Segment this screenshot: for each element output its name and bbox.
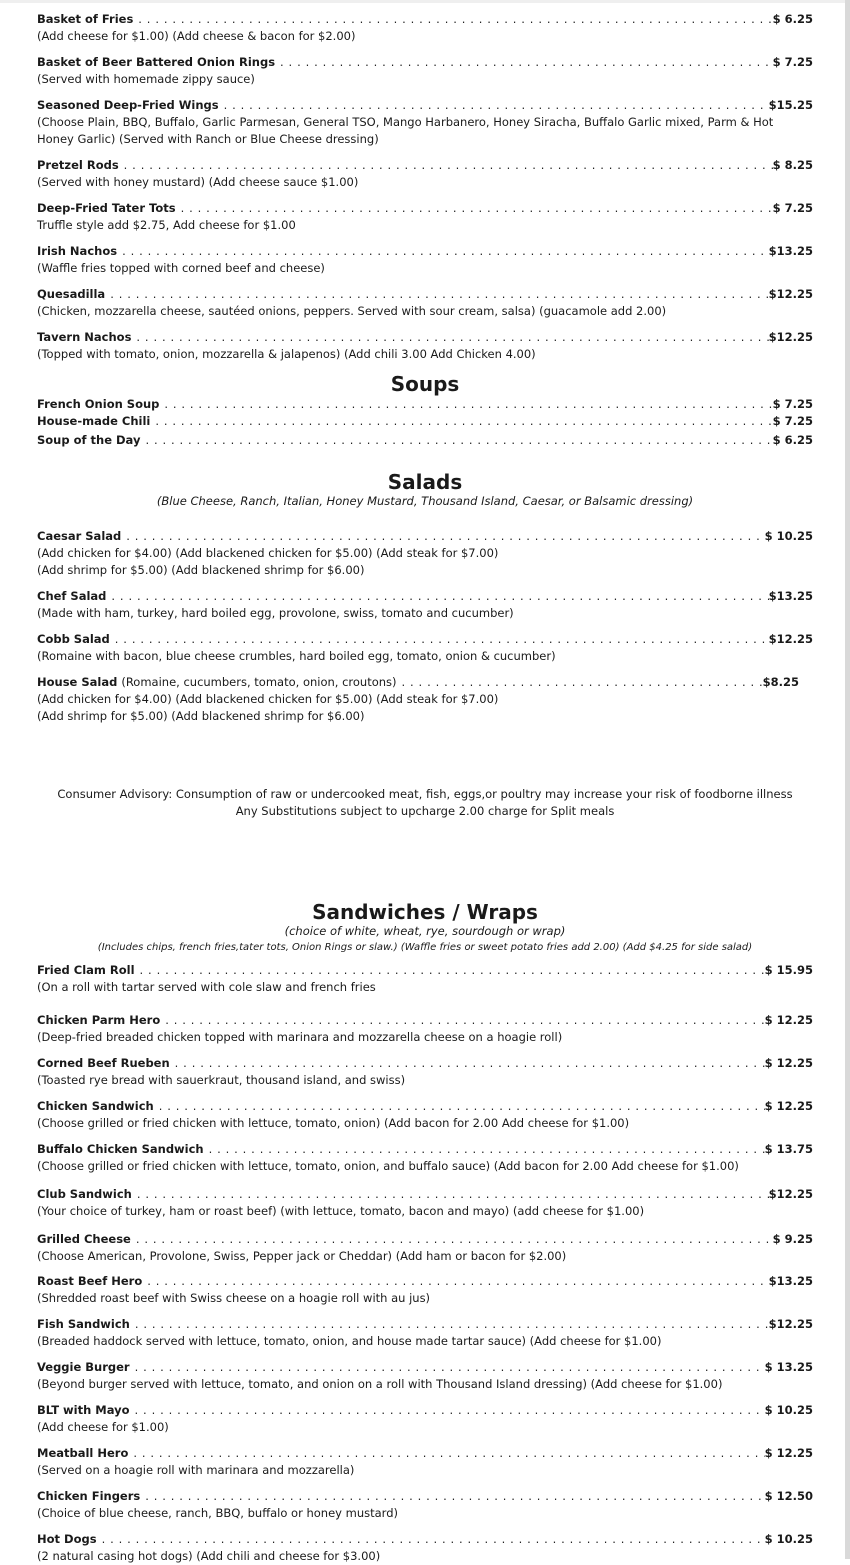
dot-leader (176, 200, 773, 217)
item-name: Hot Dogs (37, 1532, 97, 1546)
section-subtitle: (choice of white, wheat, rye, sourdough or wrap) (284, 924, 566, 938)
advisory-line: Consumer Advisory: Consumption of raw or undercooked meat, fish, eggs,or poultry may increase your risk of foodborne illness (57, 787, 793, 801)
item-description: (On a roll with tartar served with cole slaw and french fries (37, 980, 376, 994)
menu-item (37, 11, 813, 45)
menu-item (37, 1231, 813, 1265)
dot-leader (130, 1359, 765, 1376)
menu-item (37, 1186, 813, 1220)
item-name: House-made Chili (37, 414, 151, 428)
dot-leader (159, 396, 772, 413)
item-name: Meatball Hero (37, 1446, 129, 1460)
dot-leader (132, 1186, 769, 1203)
item-inline-description: (Romaine, cucumbers, tomato, onion, croutons) (121, 675, 397, 689)
menu-item (37, 674, 799, 724)
item-price: $8.25 (762, 675, 799, 689)
menu-item (37, 329, 813, 363)
item-name: Fried Clam Roll (37, 963, 135, 977)
item-name: Grilled Cheese (37, 1232, 131, 1246)
item-price: $ 8.25 (772, 158, 813, 172)
menu-item (37, 631, 813, 665)
menu-item (37, 1402, 813, 1436)
consumer-advisory (0, 786, 850, 819)
menu-item (37, 528, 813, 578)
item-price: $ 12.25 (764, 1013, 813, 1027)
menu-item (37, 286, 813, 320)
dot-leader (275, 54, 773, 71)
item-description: (Waffle fries topped with corned beef and cheese) (37, 261, 325, 275)
item-description: (Add chicken for $4.00) (Add blackened chicken for $5.00) (Add steak for $7.00) (37, 692, 499, 706)
menu-item (37, 1098, 813, 1132)
item-price: $ 12.25 (764, 1056, 813, 1070)
item-price: $12.25 (768, 632, 813, 646)
item-description: (Add shrimp for $5.00) (Add blackened shrimp for $6.00) (37, 708, 365, 723)
item-description: (Add chicken for $4.00) (Add blackened chicken for $5.00) (Add steak for $7.00) (37, 546, 499, 560)
dot-leader (106, 588, 768, 605)
item-name: Chef Salad (37, 589, 107, 603)
dot-leader (121, 528, 764, 545)
item-name: Chicken Parm Hero (37, 1013, 161, 1027)
section-title-salads: Salads (387, 470, 463, 494)
item-description: (Toasted rye bread with sauerkraut, thousand island, and swiss) (37, 1073, 406, 1087)
dot-leader (133, 11, 772, 28)
dot-leader (397, 674, 763, 691)
item-description: (Topped with tomato, onion, mozzarella & jalapenos) (Add chili 3.00 Add Chicken 4.00) (37, 347, 536, 361)
item-price: $13.25 (768, 1274, 813, 1288)
dot-leader (119, 157, 773, 174)
item-description: (Choose grilled or fried chicken with lettuce, tomato, onion) (Add bacon for 2.00 Add cheese for $1.00) (37, 1116, 630, 1130)
item-name: Basket of Beer Battered Onion Rings (37, 55, 276, 69)
dot-leader (154, 1098, 765, 1115)
dot-leader (117, 243, 769, 260)
dot-leader (105, 286, 768, 303)
item-description: (Your choice of turkey, ham or roast beef) (with lettuce, tomato, bacon and mayo) (add cheese for $1.00) (37, 1204, 645, 1218)
item-price: $ 7.25 (772, 201, 813, 215)
item-price: $ 9.25 (772, 1232, 813, 1246)
dot-leader (142, 1273, 768, 1290)
dot-leader (131, 1231, 773, 1248)
dot-leader (130, 1402, 765, 1419)
menu-item (37, 1531, 813, 1565)
item-description: (Served with honey mustard) (Add cheese sauce $1.00) (37, 175, 359, 189)
dot-leader (204, 1141, 765, 1158)
item-price: $ 10.25 (764, 529, 813, 543)
section-subtitle-note: (Includes chips, french fries,tater tots, Onion Rings or slaw.) (Waffle fries or sweet potato fries add 2.00) (Add $4.25 for side salad) (97, 942, 753, 953)
item-name: Buffalo Chicken Sandwich (37, 1142, 204, 1156)
item-price: $15.25 (768, 98, 813, 112)
item-name: Irish Nachos (37, 244, 118, 258)
item-price: $ 15.95 (764, 963, 813, 977)
dot-leader (110, 631, 769, 648)
top-divider (0, 0, 850, 3)
item-name: Tavern Nachos (37, 330, 132, 344)
item-price: $ 13.75 (764, 1142, 813, 1156)
item-description: (Served on a hoagie roll with marinara and mozzarella) (37, 1463, 355, 1477)
item-description: (Add shrimp for $5.00) (Add blackened shrimp for $6.00) (37, 562, 365, 577)
item-price: $12.25 (768, 330, 813, 344)
dot-leader (128, 1445, 764, 1462)
section-title-sandwiches: Sandwiches / Wraps (312, 900, 538, 924)
item-price: $ 6.25 (772, 12, 813, 26)
item-name: Pretzel Rods (37, 158, 119, 172)
item-price: $ 12.50 (764, 1489, 813, 1503)
menu-item (37, 1141, 813, 1175)
dot-leader (135, 962, 765, 979)
item-name: Soup of the Day (37, 433, 141, 447)
menu-item (37, 588, 813, 622)
item-price: $ 7.25 (772, 397, 813, 411)
item-name: Chicken Sandwich (37, 1099, 154, 1113)
right-border (845, 0, 850, 1559)
dot-leader (219, 97, 769, 114)
item-description: (Choose Plain, BBQ, Buffalo, Garlic Parmesan, General TSO, Mango Harbanero, Honey Siracha, Buffalo Garlic mixed, Parm & Hot Honey Garlic) (Served with Ranch or Blue Cheese dressing) (37, 115, 774, 146)
item-price: $12.25 (768, 287, 813, 301)
item-description: (Add cheese for $1.00) (Add cheese & bacon for $2.00) (37, 29, 356, 43)
menu-item (37, 413, 813, 430)
menu-item (37, 432, 813, 449)
section-title-soups: Soups (390, 372, 460, 396)
item-name: Basket of Fries (37, 12, 134, 26)
dot-leader (140, 1488, 764, 1505)
item-name: Veggie Burger (37, 1360, 130, 1374)
dot-leader (131, 329, 768, 346)
item-description: (Served with homemade zippy sauce) (37, 72, 255, 86)
item-price: $12.25 (768, 1317, 813, 1331)
item-name: House Salad (37, 675, 118, 689)
menu-item (37, 1359, 813, 1393)
item-description: Truffle style add $2.75, Add cheese for $1.00 (37, 218, 296, 232)
item-name: BLT with Mayo (37, 1403, 130, 1417)
menu-item (37, 396, 813, 413)
dot-leader (130, 1316, 769, 1333)
item-description: (Choose grilled or fried chicken with lettuce, tomato, onion, and buffalo sauce) (Add bacon for 2.00 Add cheese for $1.00) (37, 1159, 739, 1173)
dot-leader (150, 413, 772, 430)
item-price: $ 10.25 (764, 1403, 813, 1417)
menu-item (37, 962, 813, 996)
item-description: (Breaded haddock served with lettuce, tomato, onion, and house made tartar sauce) (Add cheese for $1.00) (37, 1334, 662, 1348)
item-price: $ 6.25 (772, 433, 813, 447)
item-price: $ 10.25 (764, 1532, 813, 1546)
dot-leader (97, 1531, 765, 1548)
menu-item (37, 243, 813, 277)
item-price: $ 12.25 (764, 1099, 813, 1113)
item-name: Deep-Fried Tater Tots (37, 201, 176, 215)
item-price: $ 7.25 (772, 55, 813, 69)
item-price: $13.25 (768, 589, 813, 603)
item-description: (Add cheese for $1.00) (37, 1420, 169, 1434)
item-name: Caesar Salad (37, 529, 122, 543)
item-description: (2 natural casing hot dogs) (Add chili and cheese for $3.00) (37, 1549, 381, 1563)
menu-item (37, 157, 813, 191)
item-description: (Shredded roast beef with Swiss cheese on a hoagie roll with au jus) (37, 1291, 431, 1305)
item-description: (Beyond burger served with lettuce, tomato, and onion on a roll with Thousand Island dressing) (Add cheese for $1.00) (37, 1377, 723, 1391)
menu-item (37, 1316, 813, 1350)
item-name: Roast Beef Hero (37, 1274, 143, 1288)
item-name: Club Sandwich (37, 1187, 132, 1201)
menu-item (37, 54, 813, 88)
item-description: (Deep-fried breaded chicken topped with marinara and mozzarella cheese on a hoagie roll) (37, 1030, 563, 1044)
item-name: Fish Sandwich (37, 1317, 130, 1331)
item-description: (Chicken, mozzarella cheese, sautéed onions, peppers. Served with sour cream, salsa) (guacamole add 2.00) (37, 304, 667, 318)
menu-item (37, 1488, 813, 1522)
menu-item (37, 97, 813, 147)
item-description: (Romaine with bacon, blue cheese crumbles, hard boiled egg, tomato, onion & cucumber) (37, 649, 556, 663)
item-price: $ 7.25 (772, 414, 813, 428)
dot-leader (140, 432, 772, 449)
dot-leader (160, 1012, 764, 1029)
item-name: Quesadilla (37, 287, 106, 301)
dot-leader (170, 1055, 765, 1072)
menu-item (37, 1055, 813, 1089)
menu-item (37, 1445, 813, 1479)
item-name: Chicken Fingers (37, 1489, 141, 1503)
menu-item (37, 200, 813, 234)
item-description: (Made with ham, turkey, hard boiled egg, provolone, swiss, tomato and cucumber) (37, 606, 514, 620)
item-name: Cobb Salad (37, 632, 110, 646)
item-description: (Choice of blue cheese, ranch, BBQ, buffalo or honey mustard) (37, 1506, 398, 1520)
item-name: Corned Beef Rueben (37, 1056, 170, 1070)
item-description: (Choose American, Provolone, Swiss, Pepper jack or Cheddar) (Add ham or bacon for $2.00) (37, 1249, 567, 1263)
item-price: $ 13.25 (764, 1360, 813, 1374)
advisory-line: Any Substitutions subject to upcharge 2.00 charge for Split meals (235, 803, 615, 818)
menu-item (37, 1012, 813, 1046)
item-name: French Onion Soup (37, 397, 160, 411)
item-price: $12.25 (768, 1187, 813, 1201)
menu-item (37, 1273, 813, 1307)
item-price: $13.25 (768, 244, 813, 258)
section-subtitle: (Blue Cheese, Ranch, Italian, Honey Mustard, Thousand Island, Caesar, or Balsamic dressing) (156, 494, 694, 508)
item-name: Seasoned Deep-Fried Wings (37, 98, 219, 112)
item-price: $ 12.25 (764, 1446, 813, 1460)
